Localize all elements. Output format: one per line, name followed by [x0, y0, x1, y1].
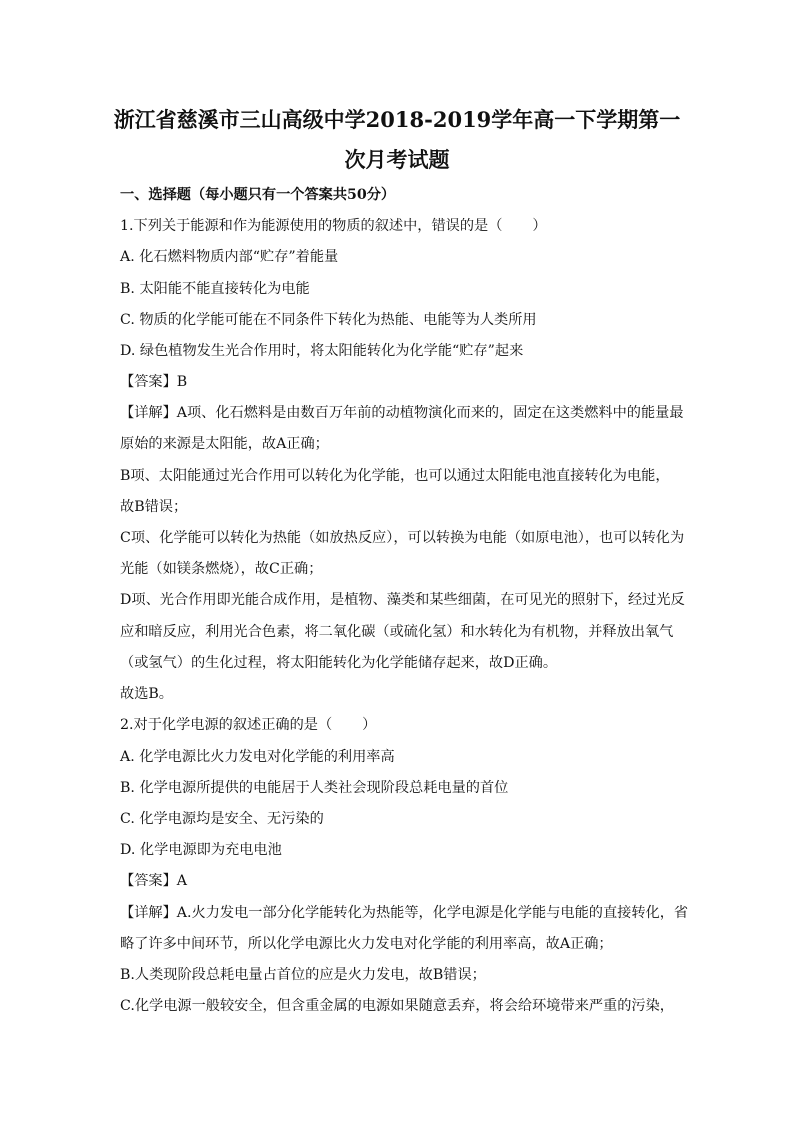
question-1-stem	[120, 216, 547, 236]
question-2-stem	[120, 715, 376, 735]
question-1-conclusion: 故选B。	[120, 686, 173, 702]
question-1-detail-line: 原始的来源是太阳能，故A正确；	[120, 436, 329, 452]
question-2-stem-text: 2.对于化学电源的叙述正确的是（	[120, 717, 333, 733]
question-2-detail-line: 【详解】A.火力发电一部分化学能转化为热能等，化学电源是化学能与电能的直接转化，省	[120, 905, 689, 921]
question-1-stem-text: 1.下列关于能源和作为能源使用的物质的叙述中，错误的是（	[120, 218, 503, 234]
question-1-detail-line: D项、光合作用即光能合成作用，是植物、藻类和某些细菌，在可见光的照射下，经过光反	[120, 592, 685, 608]
question-1-detail-line: 光能（如镁条燃烧），故C正确；	[120, 561, 323, 577]
question-2-detail-line: C.化学电源一般较安全，但含重金属的电源如果随意丢弃，将会给环境带来严重的污染，	[120, 998, 674, 1014]
question-2-option-a: A. 化学电源比火力发电对化学能的利用率高	[120, 749, 395, 765]
question-1-option-c: C. 物质的化学能可能在不同条件下转化为热能、电能等为人类所用	[120, 312, 537, 328]
question-2-stem-close: ）	[362, 717, 377, 733]
question-1-detail-line: 故B错误；	[120, 499, 188, 515]
question-2-option-b: B. 化学电源所提供的电能居于人类社会现阶段总耗电量的首位	[120, 780, 509, 796]
title-line-2: 次月考试题	[344, 147, 450, 172]
question-1-detail-line: 【详解】A项、化石燃料是由数百万年前的动植物演化而来的，固定在这类燃料中的能量最	[120, 405, 684, 421]
title-line-1: 浙江省慈溪市三山高级中学2018-2019学年高一下学期第一	[113, 107, 681, 132]
question-1-detail-line: 应和暗反应，利用光合色素，将二氧化碳（或硫化氢）和水转化为有机物，并释放出氧气	[120, 624, 674, 640]
question-2-detail-line: B.人类现阶段总耗电量占首位的应是火力发电，故B错误；	[120, 967, 486, 983]
question-1-option-d: D. 绿色植物发生光合作用时，将太阳能转化为化学能“贮存”起来	[120, 343, 524, 359]
question-1-detail-line: （或氢气）的生化过程，将太阳能转化为化学能储存起来，故D正确。	[120, 655, 558, 671]
question-2-answer: 【答案】A	[120, 873, 187, 889]
question-1-option-a: A. 化石燃料物质内部“贮存”着能量	[120, 249, 339, 265]
question-2-option-c: C. 化学电源均是安全、无污染的	[120, 811, 324, 827]
question-2-option-d: D. 化学电源即为充电电池	[120, 842, 282, 858]
question-1-answer: 【答案】B	[120, 374, 188, 390]
question-1-detail-line: B项、太阳能通过光合作用可以转化为化学能，也可以通过太阳能电池直接转化为电能，	[120, 468, 670, 484]
section-heading: 一、选择题（每小题只有一个答案共50分）	[120, 187, 396, 203]
question-1-option-b: B. 太阳能不能直接转化为电能	[120, 281, 310, 297]
question-1-detail-line: C项、化学能可以转化为热能（如放热反应），可以转换为电能（如原电池），也可以转化为	[120, 530, 685, 546]
question-2-detail-line: 略了许多中间环节，所以化学电源比火力发电对化学能的利用率高，故A正确；	[120, 936, 613, 952]
question-1-stem-close: ）	[532, 218, 547, 234]
